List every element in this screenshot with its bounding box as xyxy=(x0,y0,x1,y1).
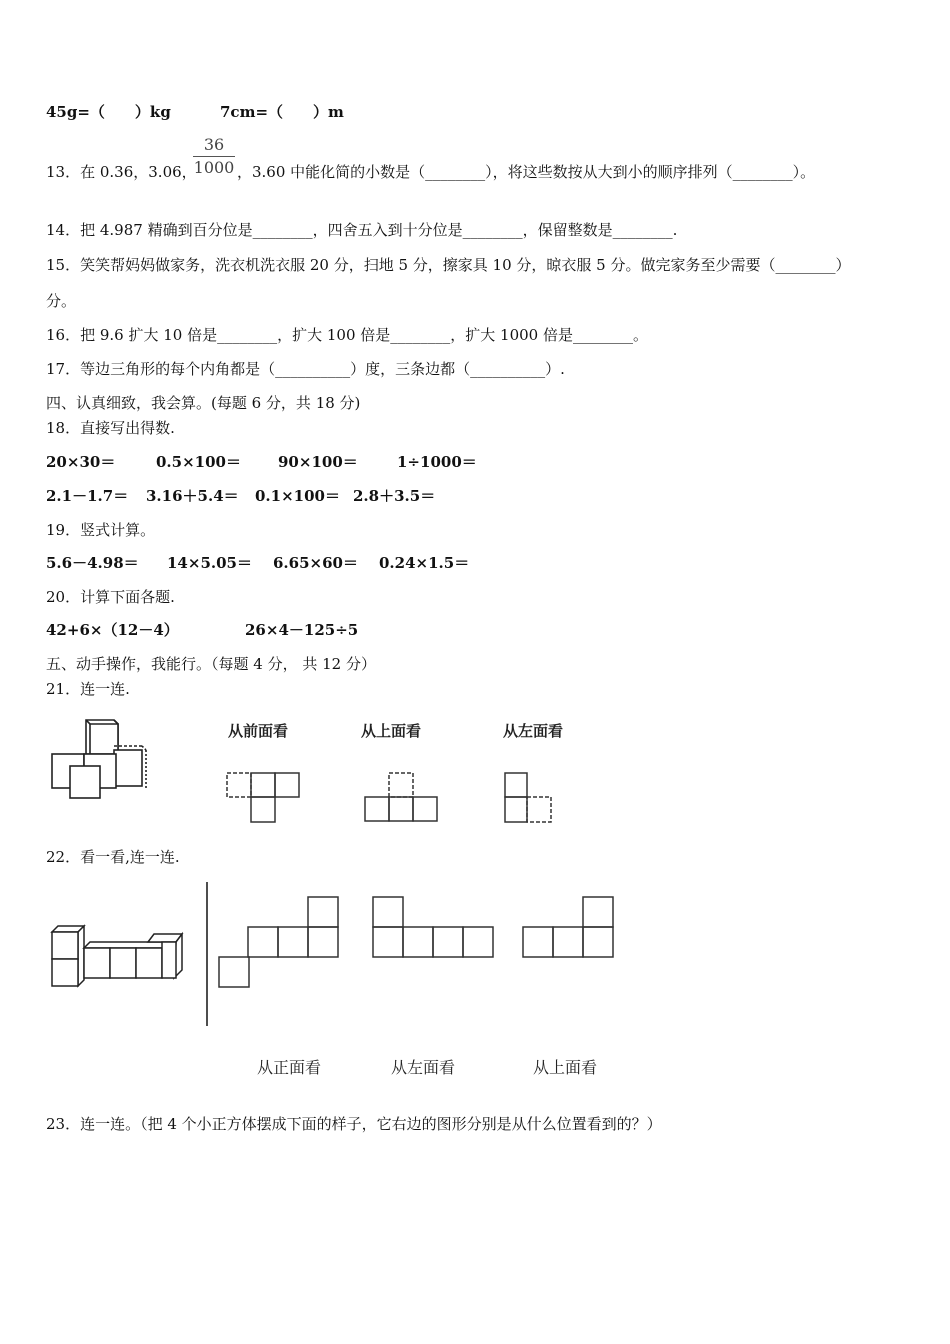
q22-label-top: 从上面看 xyxy=(533,1058,598,1077)
q23: 23．连一连。（把 4 个小正方体摆成下面的样子，它右边的图形分别是从什么位置看到的？） xyxy=(46,1115,662,1133)
q18-r2-c1: 2.1－1.7＝ xyxy=(46,487,129,505)
q19-c1: 5.6－4.98＝ xyxy=(46,554,139,572)
q14: 14．把 4.987 精确到百分位是________，四舍五入到十分位是________，保留整数是________. xyxy=(46,221,678,239)
q21-label-left: 从左面看 xyxy=(503,722,564,740)
section-4-heading: 四、认真细致，我会算。(每题 6 分，共 18 分) xyxy=(46,394,361,412)
q22-title: 22．看一看,连一连. xyxy=(46,848,180,866)
q22-view-b xyxy=(372,896,496,958)
q18-r2-c2: 3.16＋5.4＝ xyxy=(146,487,239,505)
q21-title: 21．连一连. xyxy=(46,680,130,698)
q21-label-top: 从上面看 xyxy=(361,722,422,740)
q12-unit-a: 45g=（ ）kg xyxy=(46,103,171,121)
q21-label-front: 从前面看 xyxy=(228,722,289,740)
section-5-heading: 五、动手操作，我能行。（每题 4 分， 共 12 分） xyxy=(46,655,376,673)
q13-prefix: 13．在 0.36，3.06， xyxy=(46,163,197,181)
q16: 16．把 9.6 扩大 10 倍是________，扩大 100 倍是________，扩大 1000 倍是________。 xyxy=(46,326,648,344)
q22-view-a xyxy=(218,896,340,988)
q18-r1-c3: 90×100＝ xyxy=(278,453,358,471)
q18-r1-c1: 20×30＝ xyxy=(46,453,116,471)
q18-title: 18．直接写出得数. xyxy=(46,419,175,437)
q17: 17．等边三角形的每个内角都是（__________）度，三条边都（__________）. xyxy=(46,360,565,378)
q20-c1: 42+6×（12－4） xyxy=(46,621,179,639)
q20-c2: 26×4－125÷5 xyxy=(245,621,359,639)
q13-suffix: ，3.60 中能化简的小数是（________），将这些数按从大到小的顺序排列（________）。 xyxy=(237,163,816,181)
q12-unit-b: 7cm=（ ）m xyxy=(220,103,344,121)
fraction-numerator: 36 xyxy=(203,135,225,154)
q18-r1-c4: 1÷1000＝ xyxy=(397,453,477,471)
fraction-denominator: 1000 xyxy=(193,158,235,177)
q18-r2-c4: 2.8＋3.5＝ xyxy=(353,487,436,505)
q21-view-a xyxy=(226,772,302,824)
q13-fraction xyxy=(193,136,235,177)
q22-label-front: 从正面看 xyxy=(257,1058,322,1077)
q20-title: 20．计算下面各题. xyxy=(46,588,175,606)
q22-label-left: 从左面看 xyxy=(391,1058,456,1077)
q18-r2-c3: 0.1×100＝ xyxy=(255,487,340,505)
q22-cube-figure xyxy=(50,924,184,988)
q19-c4: 0.24×1.5＝ xyxy=(379,554,470,572)
q21-view-c xyxy=(504,772,554,824)
q18-r1-c2: 0.5×100＝ xyxy=(156,453,241,471)
q19-c3: 6.65×60＝ xyxy=(273,554,358,572)
q21-view-b xyxy=(364,772,440,824)
q22-divider-line xyxy=(205,882,209,1026)
q22-view-c xyxy=(522,896,616,958)
q21-cube-figure xyxy=(48,718,148,800)
q19-c2: 14×5.05＝ xyxy=(167,554,252,572)
q19-title: 19．竖式计算。 xyxy=(46,521,156,539)
q15-line1: 15．笑笑帮妈妈做家务，洗衣机洗衣服 20 分，扫地 5 分，擦家具 10 分，晾衣服 5 分。做完家务至少需要（________） xyxy=(46,256,851,274)
q15-line2: 分。 xyxy=(46,292,77,310)
